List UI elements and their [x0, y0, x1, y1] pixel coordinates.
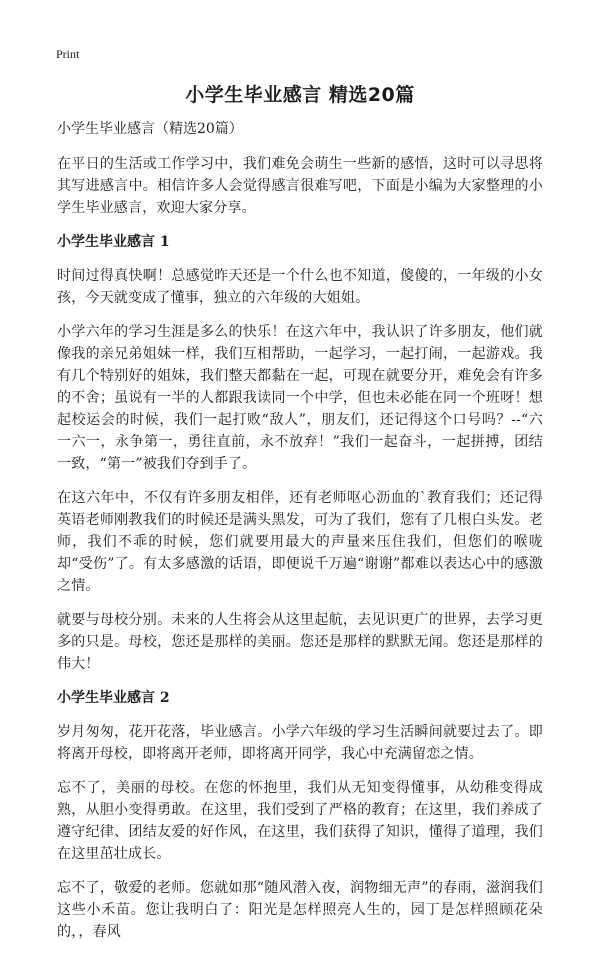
- section-paragraph: 在这六年中，不仅有许多朋友相伴，还有老师呕心沥血的`教育我们；还记得英语老师刚教我们的时候还是满头黑发，可为了我们，您有了几根白头发。老师，我们不乖的时候，您们就要用最大的声量来压住我们，但您们的喉咙却“受伤”了。有太多感激的话语，即便说千万遍“谢谢”都难以表达心中的感激之情。: [57, 490, 543, 594]
- document-body: [57, 118, 543, 955]
- section-paragraph: 岁月匆匆，花开花落，毕业感言。小学六年级的学习生活瞬间就要过去了。即将离开母校，即将离开老师，即将离开同学，我心中充满留恋之情。: [57, 724, 543, 762]
- document-subtitle: 小学生毕业感言（精选20篇）: [57, 121, 243, 137]
- section-paragraph: 忘不了，敬爱的老师。您就如那“随风潜入夜，润物细无声”的春雨，滋润我们这些小禾苗。您让我明白了：阳光是怎样照亮人生的，园丁是怎样照顾花朵的，，春风: [57, 880, 543, 940]
- section-heading: 小学生毕业感言 2: [57, 690, 170, 706]
- section-paragraph: 时间过得真快啊！总感觉昨天还是一个什么也不知道，傻傻的，一年级的小女孩，今天就变成了懂事，独立的六年级的大姐姐。: [57, 268, 543, 306]
- print-label: Print: [56, 47, 80, 61]
- section-paragraph: 忘不了，美丽的母校。在您的怀抱里，我们从无知变得懂事，从幼稚变得成熟，从胆小变得勇敢。在这里，我们受到了严格的教育；在这里，我们养成了遵守纪律、团结友爱的好作风，在这里，我们获得了知识，懂得了道理，我们在这里茁壮成长。: [57, 780, 543, 862]
- intro-paragraph: 在平日的生活或工作学习中，我们难免会萌生一些新的感悟，这时可以寻思将其写进感言中。相信许多人会觉得感言很难写吧，下面是小编为大家整理的小学生毕业感言，欢迎大家分享。: [57, 156, 543, 216]
- section-paragraph: 小学六年的学习生涯是多么的快乐！在这六年中，我认识了许多朋友，他们就像我的亲兄弟姐妹一样，我们互相帮助，一起学习，一起打闹，一起游戏。我有几个特别好的姐妹，我们整天都黏在一起，可现在就要分开，难免会有许多的不舍；虽说有一半的人都跟我读同一个中学，但也未必能在同一个班呀！想起校运会的时候，我们一起打败“敌人”，朋友们，还记得这个口号吗？--“六一六一，永争第一，勇往直前，永不放弃！”我们一起奋斗，一起拼搏，团结一致，“第一”被我们夺到手了。: [57, 324, 543, 472]
- document-title: 小学生毕业感言 精选20篇: [185, 84, 415, 106]
- section-paragraph: 就要与母校分别。未来的人生将会从这里起航，去见识更广的世界，去学习更多的只是。母校，您还是那样的美丽。您还是那样的默默无闻。您还是那样的伟大！: [57, 612, 543, 672]
- section-heading: 小学生毕业感言 1: [57, 234, 170, 250]
